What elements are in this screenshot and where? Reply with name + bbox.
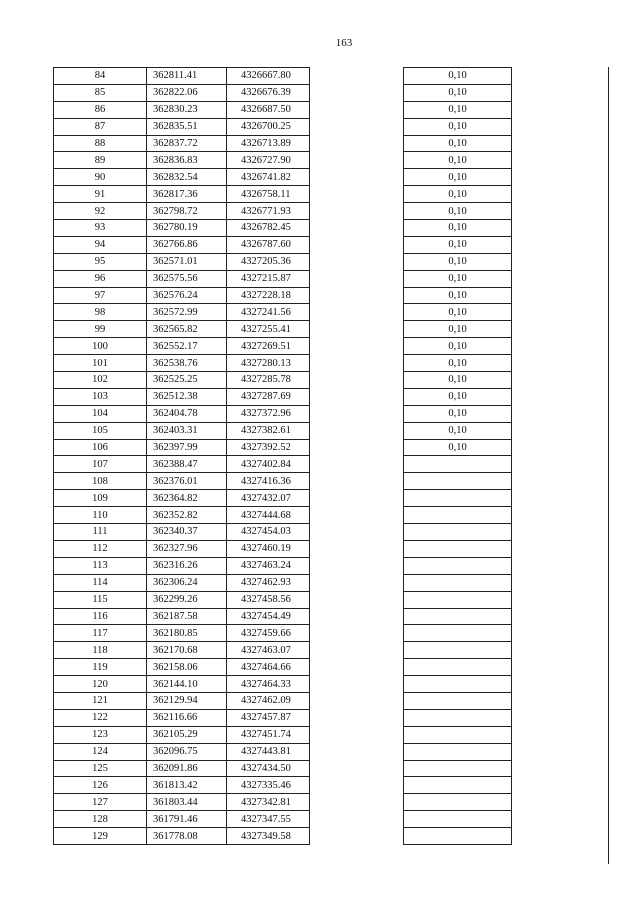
table-row — [404, 186, 512, 203]
value-cell: 0,10 — [404, 220, 512, 237]
table-row — [404, 591, 512, 608]
y-coordinate-cell: 4326687.50 — [227, 101, 310, 118]
y-coordinate-cell: 4327382.61 — [227, 422, 310, 439]
table-row — [54, 439, 310, 456]
y-coordinate-cell: 4326758.11 — [227, 186, 310, 203]
point-number-cell: 104 — [54, 405, 147, 422]
y-coordinate-cell: 4326700.25 — [227, 118, 310, 135]
point-number-cell: 118 — [54, 642, 147, 659]
x-coordinate-cell: 362144.10 — [147, 676, 227, 693]
value-cell: 0,10 — [404, 287, 512, 304]
x-coordinate-cell: 362180.85 — [147, 625, 227, 642]
point-number-cell: 125 — [54, 760, 147, 777]
table-row — [54, 405, 310, 422]
table-row — [54, 169, 310, 186]
y-coordinate-cell: 4327462.09 — [227, 692, 310, 709]
x-coordinate-cell: 361803.44 — [147, 794, 227, 811]
x-coordinate-cell: 362327.96 — [147, 540, 227, 557]
x-coordinate-cell: 362404.78 — [147, 405, 227, 422]
y-coordinate-cell: 4327228.18 — [227, 287, 310, 304]
point-number-cell: 96 — [54, 270, 147, 287]
point-number-cell: 109 — [54, 490, 147, 507]
y-coordinate-cell: 4326667.80 — [227, 68, 310, 85]
table-row — [404, 659, 512, 676]
table-row — [404, 642, 512, 659]
table-row — [54, 709, 310, 726]
value-cell: 0,10 — [404, 84, 512, 101]
point-number-cell: 97 — [54, 287, 147, 304]
table-row — [404, 828, 512, 845]
table-row — [54, 524, 310, 541]
table-row — [54, 794, 310, 811]
table-row — [54, 152, 310, 169]
table-row — [54, 338, 310, 355]
x-coordinate-cell: 362096.75 — [147, 743, 227, 760]
x-coordinate-cell: 362766.86 — [147, 236, 227, 253]
value-cell: 0,10 — [404, 270, 512, 287]
x-coordinate-cell: 362571.01 — [147, 253, 227, 270]
y-coordinate-cell: 4327463.24 — [227, 557, 310, 574]
x-coordinate-cell: 362780.19 — [147, 220, 227, 237]
y-coordinate-cell: 4327443.81 — [227, 743, 310, 760]
point-number-cell: 122 — [54, 709, 147, 726]
table-row — [404, 253, 512, 270]
table-row — [54, 220, 310, 237]
table-row — [404, 692, 512, 709]
point-number-cell: 128 — [54, 811, 147, 828]
x-coordinate-cell: 362158.06 — [147, 659, 227, 676]
point-number-cell: 114 — [54, 574, 147, 591]
table-row — [54, 608, 310, 625]
table-row — [54, 372, 310, 389]
x-coordinate-cell: 362817.36 — [147, 186, 227, 203]
value-cell — [404, 726, 512, 743]
y-coordinate-cell: 4327451.74 — [227, 726, 310, 743]
x-coordinate-cell: 362316.26 — [147, 557, 227, 574]
table-row — [54, 659, 310, 676]
table-row — [54, 84, 310, 101]
point-number-cell: 95 — [54, 253, 147, 270]
y-coordinate-cell: 4327392.52 — [227, 439, 310, 456]
y-coordinate-cell: 4327205.36 — [227, 253, 310, 270]
table-row — [404, 287, 512, 304]
point-number-cell: 111 — [54, 524, 147, 541]
coordinates-table — [53, 67, 310, 845]
point-number-cell: 93 — [54, 220, 147, 237]
x-coordinate-cell: 362538.76 — [147, 355, 227, 372]
y-coordinate-cell: 4326713.89 — [227, 135, 310, 152]
value-cell — [404, 574, 512, 591]
y-coordinate-cell: 4327416.36 — [227, 473, 310, 490]
point-number-cell: 129 — [54, 828, 147, 845]
coordinates-table-body — [54, 68, 310, 845]
x-coordinate-cell: 362364.82 — [147, 490, 227, 507]
table-row — [404, 439, 512, 456]
point-number-cell: 106 — [54, 439, 147, 456]
point-number-cell: 121 — [54, 692, 147, 709]
table-row — [404, 236, 512, 253]
point-number-cell: 89 — [54, 152, 147, 169]
table-row — [54, 692, 310, 709]
x-coordinate-cell: 362835.51 — [147, 118, 227, 135]
value-cell: 0,10 — [404, 68, 512, 85]
table-row — [404, 676, 512, 693]
value-cell: 0,10 — [404, 405, 512, 422]
value-cell — [404, 490, 512, 507]
y-coordinate-cell: 4327434.50 — [227, 760, 310, 777]
table-row — [404, 540, 512, 557]
y-coordinate-cell: 4326771.93 — [227, 203, 310, 220]
point-number-cell: 115 — [54, 591, 147, 608]
x-coordinate-cell: 361813.42 — [147, 777, 227, 794]
x-coordinate-cell: 362306.24 — [147, 574, 227, 591]
point-number-cell: 91 — [54, 186, 147, 203]
table-row — [404, 422, 512, 439]
table-row — [404, 405, 512, 422]
value-cell — [404, 642, 512, 659]
table-row — [404, 220, 512, 237]
value-cell: 0,10 — [404, 439, 512, 456]
point-number-cell: 87 — [54, 118, 147, 135]
value-cell — [404, 625, 512, 642]
y-coordinate-cell: 4327372.96 — [227, 405, 310, 422]
table-row — [54, 743, 310, 760]
value-cell: 0,10 — [404, 186, 512, 203]
table-row — [54, 473, 310, 490]
point-number-cell: 101 — [54, 355, 147, 372]
value-cell — [404, 811, 512, 828]
value-cell: 0,10 — [404, 152, 512, 169]
y-coordinate-cell: 4327454.03 — [227, 524, 310, 541]
table-row — [54, 304, 310, 321]
table-row — [404, 169, 512, 186]
point-number-cell: 120 — [54, 676, 147, 693]
point-number-cell: 92 — [54, 203, 147, 220]
y-coordinate-cell: 4327464.33 — [227, 676, 310, 693]
point-number-cell: 100 — [54, 338, 147, 355]
table-row — [404, 574, 512, 591]
value-cell — [404, 557, 512, 574]
point-number-cell: 103 — [54, 388, 147, 405]
x-coordinate-cell: 362512.38 — [147, 388, 227, 405]
point-number-cell: 117 — [54, 625, 147, 642]
value-cell — [404, 524, 512, 541]
point-number-cell: 113 — [54, 557, 147, 574]
value-cell: 0,10 — [404, 321, 512, 338]
point-number-cell: 108 — [54, 473, 147, 490]
x-coordinate-cell: 362376.01 — [147, 473, 227, 490]
value-cell — [404, 473, 512, 490]
table-row — [54, 828, 310, 845]
y-coordinate-cell: 4327347.55 — [227, 811, 310, 828]
value-cell: 0,10 — [404, 422, 512, 439]
table-row — [54, 557, 310, 574]
y-coordinate-cell: 4327402.84 — [227, 456, 310, 473]
value-cell: 0,10 — [404, 388, 512, 405]
point-number-cell: 84 — [54, 68, 147, 85]
x-coordinate-cell: 362299.26 — [147, 591, 227, 608]
x-coordinate-cell: 362352.82 — [147, 507, 227, 524]
y-coordinate-cell: 4327432.07 — [227, 490, 310, 507]
table-row — [404, 777, 512, 794]
table-row — [404, 557, 512, 574]
value-cell — [404, 760, 512, 777]
x-coordinate-cell: 362525.25 — [147, 372, 227, 389]
table-row — [404, 270, 512, 287]
value-cell: 0,10 — [404, 304, 512, 321]
y-coordinate-cell: 4327215.87 — [227, 270, 310, 287]
table-row — [54, 101, 310, 118]
table-row — [404, 338, 512, 355]
value-cell — [404, 676, 512, 693]
point-number-cell: 85 — [54, 84, 147, 101]
y-coordinate-cell: 4326787.60 — [227, 236, 310, 253]
value-cell — [404, 794, 512, 811]
x-coordinate-cell: 362811.41 — [147, 68, 227, 85]
table-row — [404, 794, 512, 811]
table-row — [404, 388, 512, 405]
table-row — [54, 355, 310, 372]
y-coordinate-cell: 4327349.58 — [227, 828, 310, 845]
value-cell — [404, 743, 512, 760]
table-row — [54, 186, 310, 203]
value-cell: 0,10 — [404, 118, 512, 135]
table-row — [54, 574, 310, 591]
value-cell: 0,10 — [404, 355, 512, 372]
table-row — [54, 540, 310, 557]
value-cell — [404, 777, 512, 794]
y-coordinate-cell: 4327269.51 — [227, 338, 310, 355]
table-row — [404, 760, 512, 777]
table-row — [404, 456, 512, 473]
table-row — [54, 236, 310, 253]
table-row — [404, 372, 512, 389]
point-number-cell: 99 — [54, 321, 147, 338]
y-coordinate-cell: 4327287.69 — [227, 388, 310, 405]
table-row — [404, 524, 512, 541]
point-number-cell: 119 — [54, 659, 147, 676]
table-row — [54, 253, 310, 270]
table-row — [404, 355, 512, 372]
table-row — [54, 676, 310, 693]
y-coordinate-cell: 4327460.19 — [227, 540, 310, 557]
table-row — [404, 709, 512, 726]
x-coordinate-cell: 362832.54 — [147, 169, 227, 186]
table-row — [54, 422, 310, 439]
table-row — [54, 203, 310, 220]
table-row — [54, 135, 310, 152]
value-cell — [404, 692, 512, 709]
table-row — [54, 642, 310, 659]
point-number-cell: 127 — [54, 794, 147, 811]
point-number-cell: 112 — [54, 540, 147, 557]
y-coordinate-cell: 4327454.49 — [227, 608, 310, 625]
y-coordinate-cell: 4327463.07 — [227, 642, 310, 659]
table-row — [404, 743, 512, 760]
point-number-cell: 110 — [54, 507, 147, 524]
point-number-cell: 123 — [54, 726, 147, 743]
point-number-cell: 98 — [54, 304, 147, 321]
point-number-cell: 90 — [54, 169, 147, 186]
y-coordinate-cell: 4326741.82 — [227, 169, 310, 186]
value-cell — [404, 591, 512, 608]
table-row — [404, 811, 512, 828]
table-row — [54, 287, 310, 304]
y-coordinate-cell: 4327241.56 — [227, 304, 310, 321]
y-coordinate-cell: 4327255.41 — [227, 321, 310, 338]
table-row — [404, 473, 512, 490]
y-coordinate-cell: 4326676.39 — [227, 84, 310, 101]
value-cell: 0,10 — [404, 338, 512, 355]
value-cell — [404, 540, 512, 557]
y-coordinate-cell: 4327464.66 — [227, 659, 310, 676]
table-row — [54, 68, 310, 85]
x-coordinate-cell: 362397.99 — [147, 439, 227, 456]
value-cell — [404, 709, 512, 726]
y-coordinate-cell: 4327458.56 — [227, 591, 310, 608]
y-coordinate-cell: 4326727.90 — [227, 152, 310, 169]
x-coordinate-cell: 362403.31 — [147, 422, 227, 439]
table-row — [54, 811, 310, 828]
values-table-body — [404, 68, 512, 845]
x-coordinate-cell: 362116.66 — [147, 709, 227, 726]
y-coordinate-cell: 4327280.13 — [227, 355, 310, 372]
table-row — [54, 388, 310, 405]
y-coordinate-cell: 4327459.66 — [227, 625, 310, 642]
x-coordinate-cell: 361791.46 — [147, 811, 227, 828]
page-number: 163 — [335, 37, 353, 49]
table-row — [54, 591, 310, 608]
value-cell: 0,10 — [404, 135, 512, 152]
table-row — [54, 118, 310, 135]
table-row — [404, 490, 512, 507]
x-coordinate-cell: 361778.08 — [147, 828, 227, 845]
x-coordinate-cell: 362572.99 — [147, 304, 227, 321]
table-row — [404, 152, 512, 169]
value-cell — [404, 828, 512, 845]
x-coordinate-cell: 362575.56 — [147, 270, 227, 287]
table-row — [54, 490, 310, 507]
y-coordinate-cell: 4327342.81 — [227, 794, 310, 811]
table-row — [404, 68, 512, 85]
point-number-cell: 102 — [54, 372, 147, 389]
y-coordinate-cell: 4327444.68 — [227, 507, 310, 524]
value-cell — [404, 456, 512, 473]
x-coordinate-cell: 362576.24 — [147, 287, 227, 304]
point-number-cell: 124 — [54, 743, 147, 760]
value-cell — [404, 608, 512, 625]
table-row — [404, 84, 512, 101]
table-row — [404, 101, 512, 118]
point-number-cell: 126 — [54, 777, 147, 794]
right-border-line — [608, 67, 609, 864]
x-coordinate-cell: 362105.29 — [147, 726, 227, 743]
values-table — [403, 67, 512, 845]
x-coordinate-cell: 362129.94 — [147, 692, 227, 709]
x-coordinate-cell: 362565.82 — [147, 321, 227, 338]
y-coordinate-cell: 4326782.45 — [227, 220, 310, 237]
y-coordinate-cell: 4327335.46 — [227, 777, 310, 794]
value-cell: 0,10 — [404, 101, 512, 118]
value-cell: 0,10 — [404, 253, 512, 270]
table-row — [54, 760, 310, 777]
x-coordinate-cell: 362187.58 — [147, 608, 227, 625]
table-row — [404, 135, 512, 152]
x-coordinate-cell: 362837.72 — [147, 135, 227, 152]
point-number-cell: 105 — [54, 422, 147, 439]
table-row — [54, 321, 310, 338]
table-row — [54, 456, 310, 473]
x-coordinate-cell: 362091.86 — [147, 760, 227, 777]
value-cell — [404, 507, 512, 524]
point-number-cell: 94 — [54, 236, 147, 253]
table-row — [54, 777, 310, 794]
x-coordinate-cell: 362170.68 — [147, 642, 227, 659]
x-coordinate-cell: 362830.23 — [147, 101, 227, 118]
value-cell: 0,10 — [404, 372, 512, 389]
y-coordinate-cell: 4327457.87 — [227, 709, 310, 726]
table-row — [404, 507, 512, 524]
x-coordinate-cell: 362552.17 — [147, 338, 227, 355]
value-cell: 0,10 — [404, 203, 512, 220]
x-coordinate-cell: 362822.06 — [147, 84, 227, 101]
point-number-cell: 88 — [54, 135, 147, 152]
value-cell — [404, 659, 512, 676]
y-coordinate-cell: 4327285.78 — [227, 372, 310, 389]
point-number-cell: 86 — [54, 101, 147, 118]
value-cell: 0,10 — [404, 236, 512, 253]
point-number-cell: 116 — [54, 608, 147, 625]
table-row — [404, 608, 512, 625]
table-row — [54, 625, 310, 642]
table-row — [404, 118, 512, 135]
table-row — [404, 321, 512, 338]
table-row — [54, 726, 310, 743]
table-row — [54, 507, 310, 524]
x-coordinate-cell: 362798.72 — [147, 203, 227, 220]
y-coordinate-cell: 4327462.93 — [227, 574, 310, 591]
point-number-cell: 107 — [54, 456, 147, 473]
value-cell: 0,10 — [404, 169, 512, 186]
table-row — [404, 304, 512, 321]
table-row — [404, 726, 512, 743]
x-coordinate-cell: 362836.83 — [147, 152, 227, 169]
table-row — [404, 203, 512, 220]
table-row — [404, 625, 512, 642]
table-row — [54, 270, 310, 287]
x-coordinate-cell: 362388.47 — [147, 456, 227, 473]
x-coordinate-cell: 362340.37 — [147, 524, 227, 541]
